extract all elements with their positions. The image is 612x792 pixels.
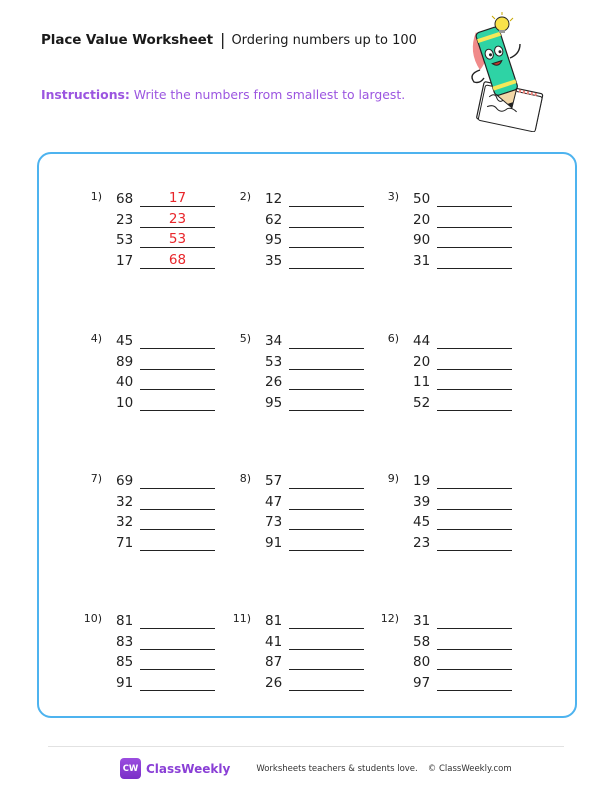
answer-blank[interactable] (437, 633, 512, 650)
answer-blank[interactable] (289, 332, 364, 349)
given-number: 80 (413, 654, 431, 670)
footer-copyright: © ClassWeekly.com (427, 763, 512, 774)
crayon-mascot-icon (458, 10, 568, 132)
given-number: 73 (265, 514, 283, 530)
answer-blank[interactable] (289, 231, 364, 248)
problem-number: 2) (239, 190, 251, 203)
number-row (116, 369, 215, 390)
number-row (116, 489, 215, 510)
number-row (265, 349, 364, 370)
given-number: 62 (265, 211, 283, 228)
answer-blank[interactable] (289, 394, 364, 411)
brand-name: ClassWeekly (146, 761, 231, 776)
given-number: 45 (116, 333, 134, 349)
given-number: 81 (265, 613, 283, 629)
answer-blank[interactable] (289, 252, 364, 269)
number-row (116, 629, 215, 650)
number-row (265, 629, 364, 650)
given-number: 91 (116, 674, 134, 691)
problem-number: 6) (387, 332, 399, 345)
given-number: 32 (116, 493, 134, 510)
worksheet-title: Place Value Worksheet (41, 32, 214, 48)
given-number: 26 (265, 674, 283, 691)
instructions (41, 87, 405, 102)
given-number: 57 (265, 473, 283, 489)
number-row (413, 248, 512, 269)
given-number: 12 (265, 191, 283, 207)
problem-8 (229, 472, 379, 562)
answer-blank[interactable] (140, 633, 215, 650)
given-number: 31 (413, 613, 431, 629)
number-row (116, 468, 215, 489)
problem-number: 1) (90, 190, 102, 203)
answer-blank[interactable] (437, 472, 512, 489)
number-row (413, 186, 512, 207)
given-number: 40 (116, 374, 134, 390)
answer-blank[interactable] (437, 190, 512, 207)
number-row (265, 186, 364, 207)
given-number: 71 (116, 534, 134, 551)
footer-divider (48, 746, 564, 747)
number-row (413, 227, 512, 248)
given-number: 50 (413, 191, 431, 207)
answer-blank[interactable] (437, 211, 512, 228)
problem-number: 12) (380, 612, 399, 625)
number-row (265, 369, 364, 390)
given-number: 19 (413, 473, 431, 489)
given-number: 87 (265, 654, 283, 670)
number-row (265, 509, 364, 530)
number-row (265, 227, 364, 248)
answer-blank[interactable]: 23 (140, 211, 215, 228)
problem-number: 11) (232, 612, 251, 625)
number-row (116, 670, 215, 691)
answer-blank[interactable] (140, 493, 215, 510)
given-number: 34 (265, 333, 283, 349)
problem-number: 9) (387, 472, 399, 485)
number-row (413, 207, 512, 228)
answer-blank[interactable] (437, 612, 512, 629)
given-number: 53 (265, 353, 283, 370)
given-number: 39 (413, 493, 431, 510)
problem-3 (377, 190, 527, 280)
number-row (116, 207, 215, 228)
number-row (413, 390, 512, 411)
given-number: 20 (413, 353, 431, 370)
answer-blank[interactable] (140, 332, 215, 349)
number-row (116, 186, 215, 207)
number-row (413, 489, 512, 510)
answer-blank[interactable] (289, 534, 364, 551)
given-number: 17 (116, 252, 134, 269)
number-row (265, 670, 364, 691)
given-number: 52 (413, 394, 431, 411)
number-row (265, 489, 364, 510)
answer-blank[interactable] (437, 231, 512, 248)
answer-blank[interactable] (289, 373, 364, 390)
given-number: 53 (116, 232, 134, 248)
answer-blank[interactable] (289, 612, 364, 629)
given-number: 23 (413, 534, 431, 551)
answer-blank[interactable] (437, 373, 512, 390)
answer-blank[interactable] (289, 353, 364, 370)
answer-blank[interactable] (140, 612, 215, 629)
answer-blank[interactable] (437, 394, 512, 411)
answer-blank[interactable] (140, 472, 215, 489)
title-separator: | (220, 30, 226, 49)
problem-12 (377, 612, 527, 702)
number-row (116, 248, 215, 269)
answer-blank[interactable] (437, 252, 512, 269)
answer-blank[interactable]: 68 (140, 252, 215, 269)
problem-11 (229, 612, 379, 702)
number-row (116, 509, 215, 530)
answer-blank[interactable] (140, 534, 215, 551)
number-row (116, 390, 215, 411)
worksheet-header (41, 29, 417, 48)
given-number: 97 (413, 674, 431, 691)
answer-blank[interactable] (289, 211, 364, 228)
given-number: 69 (116, 473, 134, 489)
answer-blank[interactable] (140, 513, 215, 530)
number-row (413, 649, 512, 670)
problem-4 (80, 332, 230, 422)
footer (120, 758, 512, 779)
given-number: 47 (265, 493, 283, 510)
instructions-label: Instructions: (41, 87, 130, 102)
number-row (265, 207, 364, 228)
number-row (413, 509, 512, 530)
problem-9 (377, 472, 527, 562)
answer-blank[interactable] (437, 653, 512, 670)
answer-blank[interactable] (437, 534, 512, 551)
problem-number: 8) (239, 472, 251, 485)
number-row (265, 468, 364, 489)
given-number: 20 (413, 211, 431, 228)
number-row (265, 649, 364, 670)
number-row (116, 649, 215, 670)
answer-blank[interactable] (140, 674, 215, 691)
problem-2 (229, 190, 379, 280)
problem-7 (80, 472, 230, 562)
number-row (413, 608, 512, 629)
number-row (116, 608, 215, 629)
given-number: 90 (413, 232, 431, 248)
problem-number: 5) (239, 332, 251, 345)
number-row (413, 468, 512, 489)
given-number: 58 (413, 633, 431, 650)
answer-blank[interactable] (437, 674, 512, 691)
number-row (265, 608, 364, 629)
given-number: 41 (265, 633, 283, 650)
worksheet-subtitle: Ordering numbers up to 100 (231, 33, 417, 48)
answer-blank[interactable]: 17 (140, 190, 215, 207)
given-number: 11 (413, 374, 431, 390)
given-number: 32 (116, 514, 134, 530)
problem-number: 3) (387, 190, 399, 203)
answer-blank[interactable] (289, 472, 364, 489)
problem-1 (80, 190, 230, 280)
given-number: 89 (116, 353, 134, 370)
problem-5 (229, 332, 379, 422)
problem-6 (377, 332, 527, 422)
answer-blank[interactable] (140, 353, 215, 370)
answer-blank[interactable]: 53 (140, 231, 215, 248)
answer-blank[interactable] (289, 653, 364, 670)
given-number: 44 (413, 333, 431, 349)
instructions-text: Write the numbers from smallest to largest. (129, 87, 406, 102)
given-number: 81 (116, 613, 134, 629)
classweekly-logo-icon: CW (120, 758, 141, 779)
problem-10 (80, 612, 230, 702)
answer-blank[interactable] (289, 633, 364, 650)
number-row (413, 328, 512, 349)
answer-blank[interactable] (437, 493, 512, 510)
given-number: 95 (265, 394, 283, 411)
number-row (265, 390, 364, 411)
answer-blank[interactable] (437, 332, 512, 349)
answer-blank[interactable] (140, 653, 215, 670)
given-number: 45 (413, 514, 431, 530)
given-number: 23 (116, 211, 134, 228)
answer-blank[interactable] (140, 373, 215, 390)
number-row (413, 349, 512, 370)
number-row (413, 530, 512, 551)
problem-number: 4) (90, 332, 102, 345)
answer-blank[interactable] (289, 190, 364, 207)
number-row (116, 328, 215, 349)
answer-blank[interactable] (437, 353, 512, 370)
number-row (116, 227, 215, 248)
number-row (413, 369, 512, 390)
answer-blank[interactable] (289, 493, 364, 510)
given-number: 68 (116, 191, 134, 207)
given-number: 83 (116, 633, 134, 650)
given-number: 26 (265, 374, 283, 390)
number-row (265, 248, 364, 269)
given-number: 10 (116, 394, 134, 411)
footer-tagline: Worksheets teachers & students love. (256, 763, 418, 774)
answer-blank[interactable] (140, 394, 215, 411)
number-row (413, 629, 512, 650)
given-number: 95 (265, 232, 283, 248)
number-row (116, 349, 215, 370)
answer-blank[interactable] (437, 513, 512, 530)
answer-blank[interactable] (289, 513, 364, 530)
problem-number: 10) (83, 612, 102, 625)
given-number: 35 (265, 252, 283, 269)
given-number: 85 (116, 654, 134, 670)
answer-blank[interactable] (289, 674, 364, 691)
number-row (413, 670, 512, 691)
given-number: 91 (265, 534, 283, 551)
problem-number: 7) (90, 472, 102, 485)
number-row (265, 328, 364, 349)
number-row (116, 530, 215, 551)
given-number: 31 (413, 252, 431, 269)
number-row (265, 530, 364, 551)
